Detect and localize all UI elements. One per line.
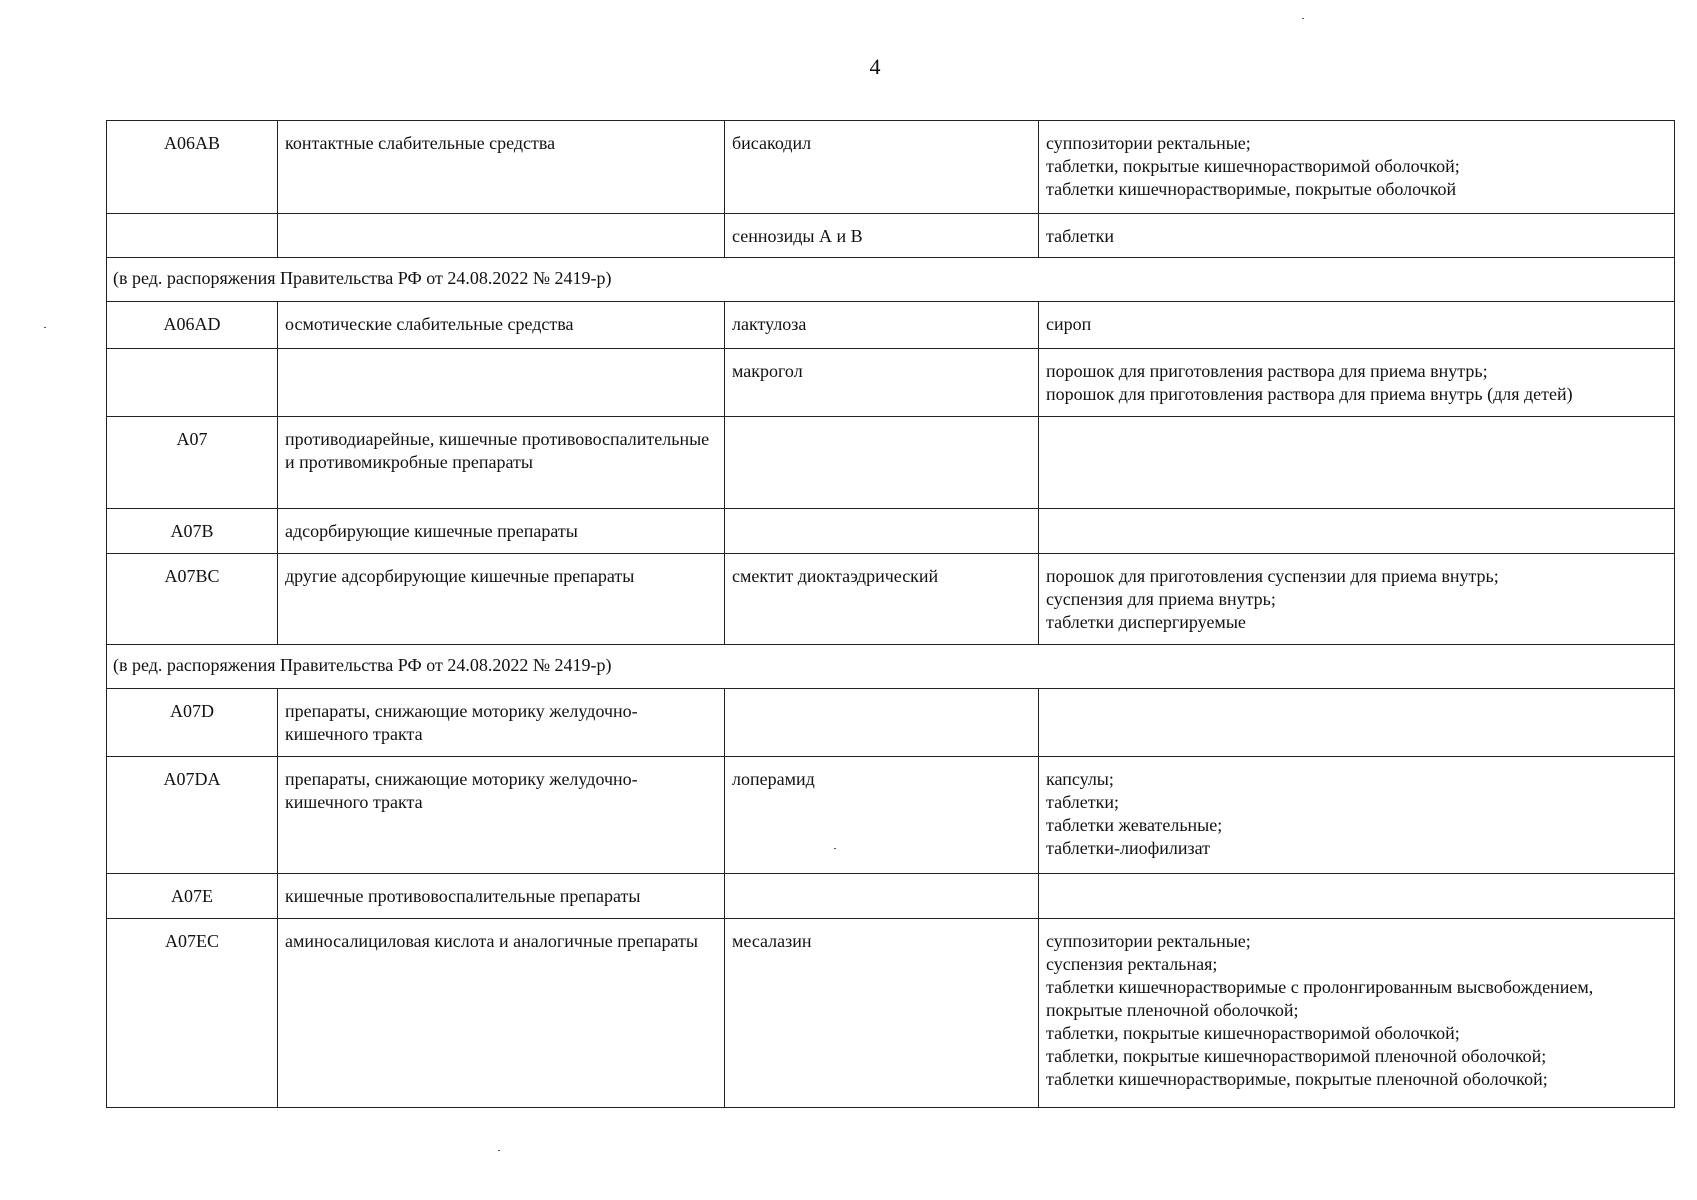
dosage-forms-cell [1039, 509, 1675, 554]
dosage-form-line: таблетки, покрытые кишечнорастворимой оболочкой; [1046, 156, 1460, 176]
atc-code-cell: A07D [107, 689, 278, 757]
amendment-note-row [107, 258, 1675, 302]
dosage-forms-cell [1039, 349, 1675, 417]
atc-code-cell: A07E [107, 874, 278, 919]
drug-name-cell: бисакодил [725, 121, 1039, 214]
dosage-form-line: таблетки [1046, 226, 1115, 246]
atc-code-cell: A07BC [107, 554, 278, 645]
dosage-form-line: суспензия для приема внутрь; [1046, 589, 1276, 609]
dosage-form-line: порошок для приготовления раствора для приема внутрь (для детей) [1046, 384, 1573, 404]
atc-code-cell: A07DA [107, 757, 278, 874]
anatomical-group-cell: кишечные противовоспалительные препараты [278, 874, 725, 919]
atc-code-cell: A06AD [107, 302, 278, 349]
atc-code-cell: A07EC [107, 919, 278, 1108]
atc-code-cell: A07B [107, 509, 278, 554]
atc-code-cell [107, 214, 278, 258]
drug-name-cell: месалазин [725, 919, 1039, 1108]
table-row [107, 302, 1675, 349]
table-row [107, 417, 1675, 509]
dosage-forms-cell [1039, 302, 1675, 349]
drug-name-cell: макрогол [725, 349, 1039, 417]
table-row [107, 554, 1675, 645]
table-body [107, 121, 1675, 1108]
drug-name-cell: смектит диоктаэдрический [725, 554, 1039, 645]
drug-name-cell: сеннозиды А и В [725, 214, 1039, 258]
dosage-forms-cell [1039, 554, 1675, 645]
dosage-form-line: таблетки кишечнорастворимые, покрытые оболочкой [1046, 179, 1457, 199]
table-row [107, 509, 1675, 554]
dosage-forms-cell [1039, 214, 1675, 258]
anatomical-group-cell: препараты, снижающие моторику желудочно-кишечного тракта [278, 757, 725, 874]
anatomical-group-cell: противодиарейные, кишечные противовоспалительные и противомикробные препараты [278, 417, 725, 509]
anatomical-group-cell [278, 214, 725, 258]
atc-code-cell [107, 349, 278, 417]
table-row [107, 874, 1675, 919]
table-row [107, 689, 1675, 757]
page-number: 4 [869, 54, 881, 79]
dosage-form-line: сироп [1046, 314, 1092, 334]
table-row [107, 214, 1675, 258]
atc-drug-table [106, 120, 1675, 1108]
scan-speck [498, 1150, 500, 1151]
anatomical-group-cell: адсорбирующие кишечные препараты [278, 509, 725, 554]
amendment-note-row [107, 645, 1675, 689]
dosage-form-line: таблетки-лиофилизат [1046, 838, 1211, 858]
dosage-form-line: таблетки, покрытые кишечнорастворимой оболочкой; [1046, 1023, 1460, 1043]
table-row [107, 121, 1675, 214]
dosage-form-line: капсулы; [1046, 769, 1114, 789]
table-row [107, 919, 1675, 1108]
dosage-form-line: таблетки диспергируемые [1046, 612, 1246, 632]
dosage-form-line: таблетки жевательные; [1046, 815, 1223, 835]
dosage-forms-cell [1039, 121, 1675, 214]
scan-speck [834, 848, 836, 849]
dosage-form-line: суспензия ректальная; [1046, 954, 1218, 974]
drug-name-cell [725, 874, 1039, 919]
anatomical-group-cell: препараты, снижающие моторику желудочно-кишечного тракта [278, 689, 725, 757]
dosage-forms-cell [1039, 874, 1675, 919]
dosage-form-line: таблетки кишечнорастворимые с пролонгированным высвобождением, покрытые пленочной оболочкой; [1046, 977, 1594, 1020]
drug-name-cell [725, 689, 1039, 757]
dosage-form-line: таблетки, покрытые кишечнорастворимой пленочной оболочкой; [1046, 1046, 1547, 1066]
atc-code-cell: A07 [107, 417, 278, 509]
dosage-form-line: суппозитории ректальные; [1046, 931, 1251, 951]
anatomical-group-cell: контактные слабительные средства [278, 121, 725, 214]
amendment-note: (в ред. распоряжения Правительства РФ от 24.08.2022 № 2419-р) [107, 258, 1675, 302]
drug-name-cell: лактулоза [725, 302, 1039, 349]
dosage-form-line: суппозитории ректальные; [1046, 133, 1251, 153]
table-row [107, 757, 1675, 874]
dosage-forms-cell [1039, 757, 1675, 874]
dosage-form-line: порошок для приготовления суспензии для приема внутрь; [1046, 566, 1499, 586]
amendment-note: (в ред. распоряжения Правительства РФ от 24.08.2022 № 2419-р) [107, 645, 1675, 689]
drug-name-cell [725, 509, 1039, 554]
dosage-form-line: таблетки; [1046, 792, 1120, 812]
atc-code-cell: A06AB [107, 121, 278, 214]
drug-name-cell: лоперамид [725, 757, 1039, 874]
dosage-forms-cell [1039, 689, 1675, 757]
dosage-form-line: порошок для приготовления раствора для приема внутрь; [1046, 361, 1488, 381]
scan-speck [1302, 18, 1304, 19]
anatomical-group-cell: другие адсорбирующие кишечные препараты [278, 554, 725, 645]
dosage-form-line: таблетки кишечнорастворимые, покрытые пленочной оболочкой; [1046, 1069, 1548, 1089]
anatomical-group-cell [278, 349, 725, 417]
anatomical-group-cell: аминосалициловая кислота и аналогичные препараты [278, 919, 725, 1108]
dosage-forms-cell [1039, 919, 1675, 1108]
table-row [107, 349, 1675, 417]
drug-name-cell [725, 417, 1039, 509]
anatomical-group-cell: осмотические слабительные средства [278, 302, 725, 349]
dosage-forms-cell [1039, 417, 1675, 509]
scan-speck [44, 327, 46, 328]
